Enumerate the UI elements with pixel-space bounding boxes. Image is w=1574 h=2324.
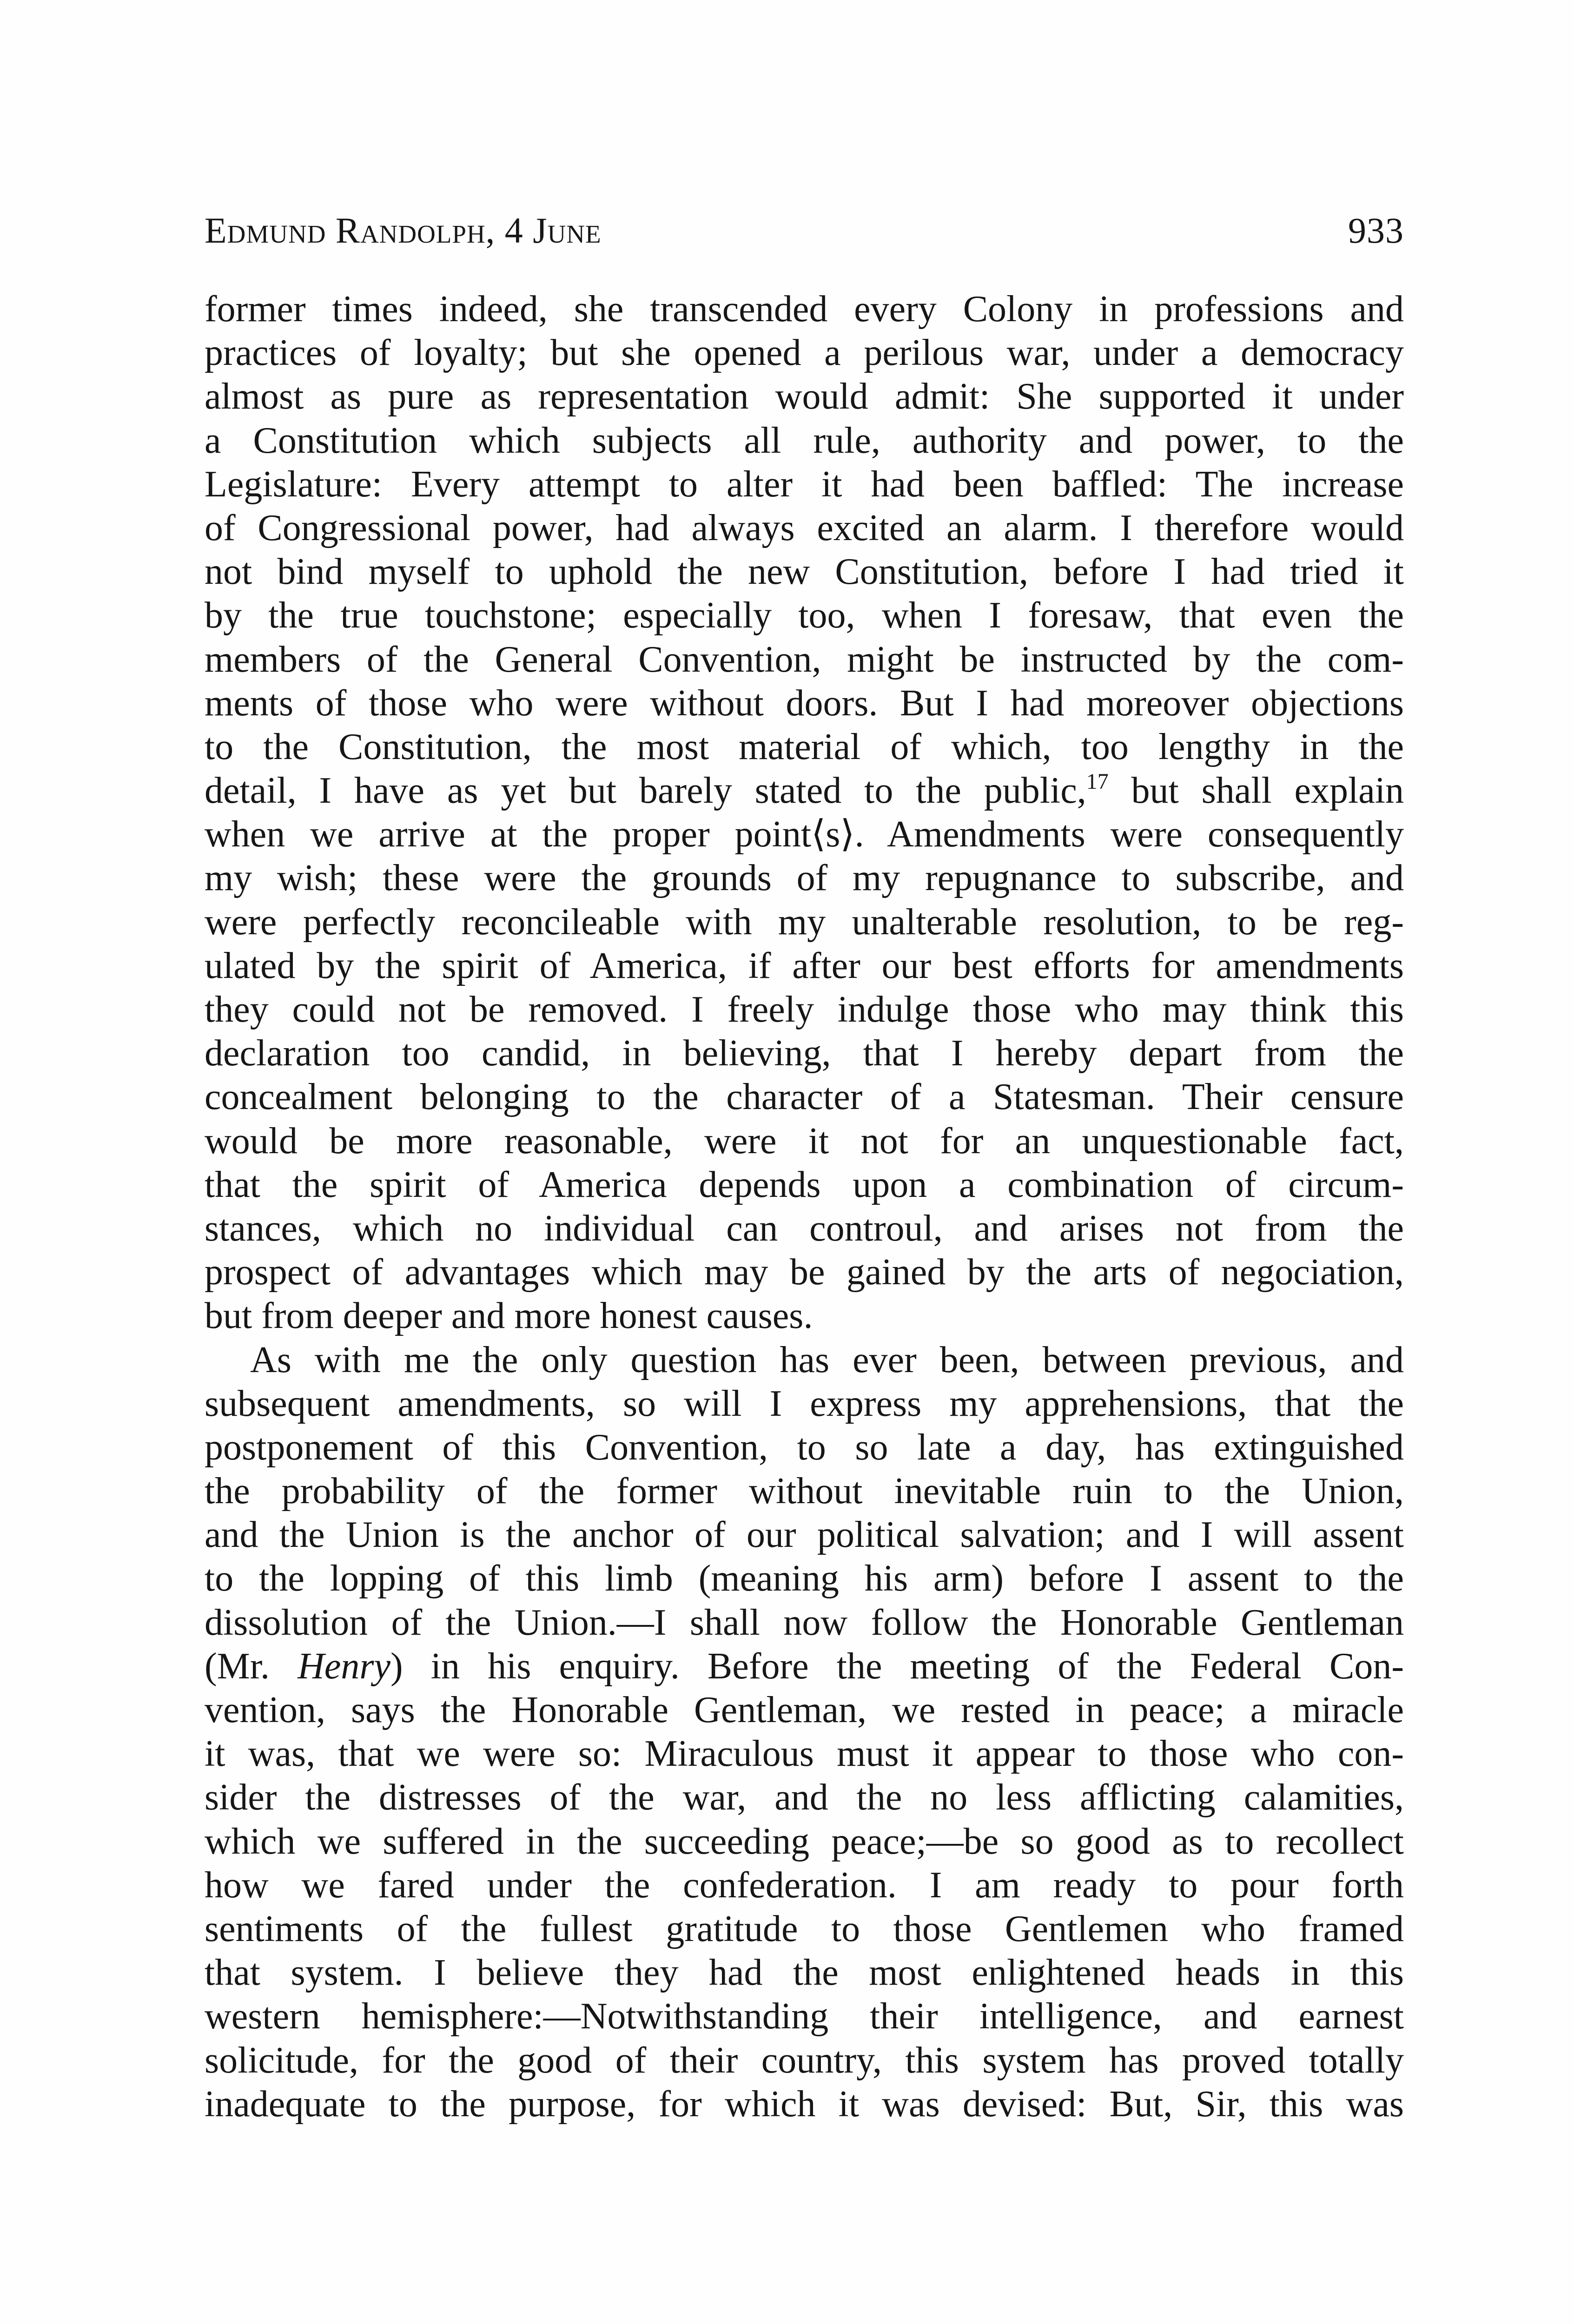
- text-line: they could not be removed. I freely indulge those who may think this: [205, 989, 1404, 1030]
- text-segment: (Mr.: [205, 1645, 298, 1687]
- text-line: the probability of the former without inevitable ruin to the Union,: [205, 1471, 1404, 1512]
- text-line: Legislature: Every attempt to alter it had been baffled: The increase: [205, 463, 1404, 505]
- text-segment: but shall explain: [1108, 770, 1404, 812]
- text-line: it was, that we were so: Miraculous must it appear to those who con-: [205, 1733, 1404, 1775]
- text-line: and the Union is the anchor of our political salvation; and I will assent: [205, 1514, 1404, 1556]
- text-segment: detail, I have as yet but barely stated to the public,: [205, 770, 1086, 812]
- text-line: would be more reasonable, were it not for an unquestionable fact,: [205, 1120, 1404, 1162]
- text-line: vention, says the Honorable Gentleman, we rested in peace; a miracle: [205, 1690, 1404, 1730]
- text-line: declaration too candid, in believing, that I hereby depart from the: [205, 1033, 1404, 1074]
- text-line: prospect of advantages which may be gained by the arts of negociation,: [205, 1252, 1404, 1293]
- text-line: almost as pure as representation would admit: She supported it under: [205, 376, 1404, 417]
- text-line: when we arrive at the proper point⟨s⟩. Amendments were consequently: [205, 814, 1404, 855]
- running-header: [205, 203, 1404, 258]
- text-line: solicitude, for the good of their country, this system has proved totally: [205, 2040, 1404, 2081]
- text-line: ulated by the spirit of America, if after our best efforts for amendments: [205, 945, 1404, 986]
- running-title: Edmund Randolph, 4 June: [205, 210, 602, 251]
- text-line: to the lopping of this limb (meaning his arm) before I assent to the: [205, 1558, 1404, 1599]
- text-line: a Constitution which subjects all rule, authority and power, to the: [205, 420, 1404, 461]
- text-line: my wish; these were the grounds of my repugnance to subscribe, and: [205, 858, 1404, 899]
- body-text: [205, 287, 1404, 2126]
- text-line: sentiments of the fullest gratitude to those Gentlemen who framed: [205, 1908, 1404, 1949]
- footnote-reference: 17: [1086, 769, 1109, 794]
- text-line: sider the distresses of the war, and the no less afflicting calamities,: [205, 1777, 1404, 1818]
- text-line: to the Constitution, the most material of which, too lengthy in the: [205, 726, 1404, 767]
- text-line: members of the General Convention, might be instructed by the com-: [205, 639, 1404, 680]
- text-line: which we suffered in the succeeding peace;—be so good as to recollect: [205, 1821, 1404, 1862]
- text-line: by the true touchstone; especially too, when I foresaw, that even the: [205, 595, 1404, 636]
- text-line: that the spirit of America depends upon a combination of circum-: [205, 1164, 1404, 1205]
- text-line-with-footnote: [205, 769, 1404, 812]
- text-line: of Congressional power, had always excited an alarm. I therefore would: [205, 507, 1404, 548]
- text-line: subsequent amendments, so will I express my apprehensions, that the: [205, 1383, 1404, 1424]
- text-line: not bind myself to uphold the new Constitution, before I had tried it: [205, 551, 1404, 593]
- text-line: practices of loyalty; but she opened a perilous war, under a democracy: [205, 332, 1404, 374]
- text-line: inadequate to the purpose, for which it was devised: But, Sir, this was: [205, 2083, 1404, 2125]
- text-line: ments of those who were without doors. But I had moreover objections: [205, 682, 1404, 724]
- text-segment: ) in his enquiry. Before the meeting of the Federal Con-: [390, 1645, 1404, 1687]
- text-line: stances, which no individual can controul, and arises not from the: [205, 1208, 1404, 1249]
- text-line: dissolution of the Union.—I shall now follow the Honorable Gentleman: [205, 1602, 1404, 1643]
- text-line: postponement of this Convention, to so late a day, has extinguished: [205, 1426, 1404, 1468]
- text-line: As with me the only question has ever been, between previous, and: [250, 1339, 1404, 1380]
- text-line: but from deeper and more honest causes.: [205, 1295, 813, 1337]
- italic-name: Henry: [298, 1645, 391, 1687]
- text-line: concealment belonging to the character of a Statesman. Their censure: [205, 1076, 1404, 1118]
- text-line: western hemisphere:—Notwithstanding their intelligence, and earnest: [205, 1996, 1404, 2037]
- text-line: how we fared under the confederation. I am ready to pour forth: [205, 1864, 1404, 1906]
- text-line: were perfectly reconcileable with my unalterable resolution, to be reg-: [205, 901, 1404, 943]
- page-number: 933: [1348, 210, 1404, 251]
- text-line-with-italic: [205, 1644, 1404, 1688]
- text-line: former times indeed, she transcended every Colony in professions and: [205, 289, 1404, 330]
- text-line: that system. I believe they had the most enlightened heads in this: [205, 1952, 1404, 1994]
